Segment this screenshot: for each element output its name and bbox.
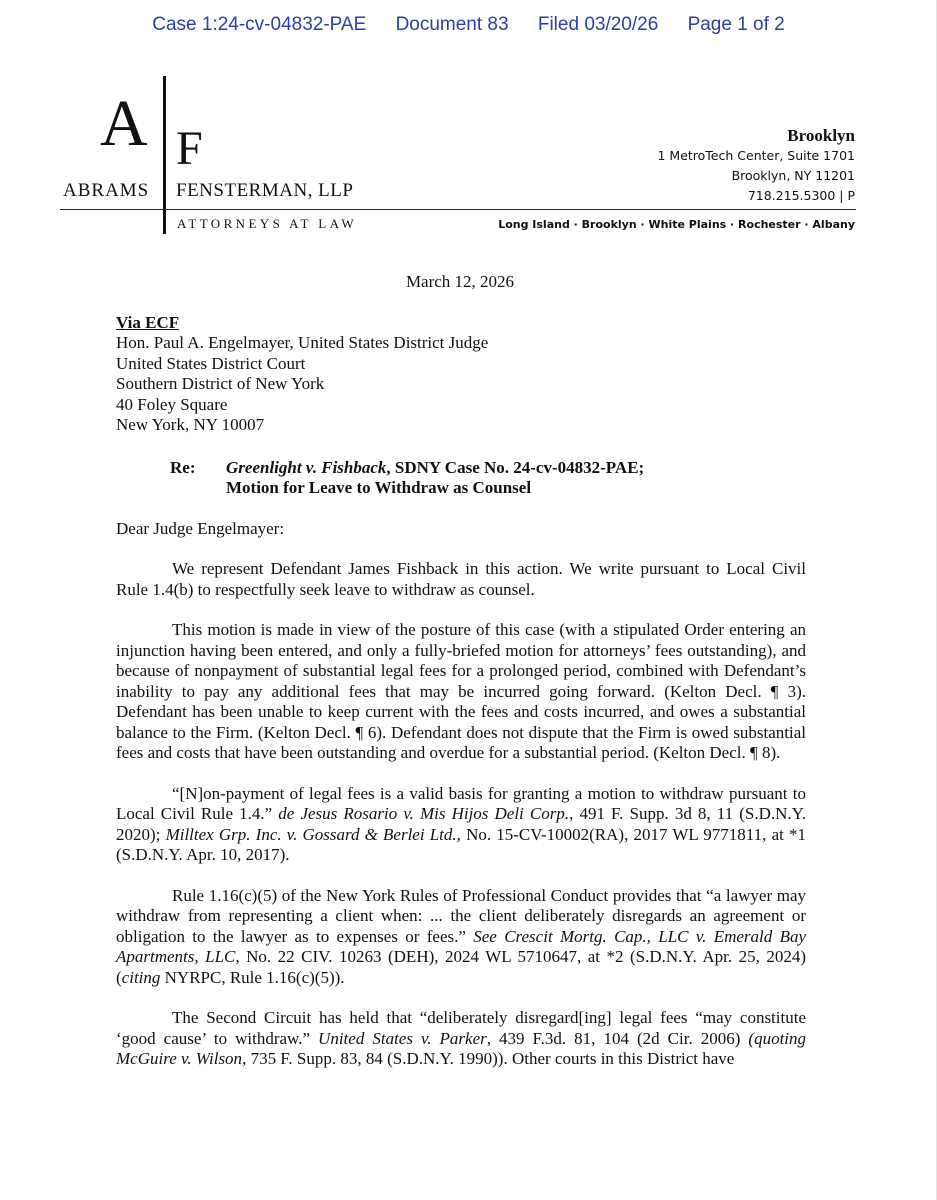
re-case-number: , SDNY Case No. 24-cv-04832-PAE; xyxy=(386,457,645,477)
letterhead-rule xyxy=(60,209,856,210)
delivery-method: Via ECF xyxy=(116,312,180,332)
citation-text: , 491 F. Supp. 3d 8, 11 (S.D.N.Y. 2020); xyxy=(116,804,807,844)
citation-case: See Crescit Mortg. Cap., LLC v. Emerald Bay Apartments, LLC xyxy=(116,926,807,966)
quote-text: The Second Circuit has held that “deliberately disregard[ing] legal fees “may constitute ‘good cause’ to withdraw.” xyxy=(116,1008,806,1048)
logo-letter-a: A xyxy=(100,87,148,160)
filed-date: Filed 03/20/26 xyxy=(537,14,659,35)
ecf-filing-header xyxy=(0,14,937,36)
addressee-line: Southern District of New York xyxy=(116,374,325,393)
citation-text: , 439 F.3d. 81, 104 (2d Cir. 2006) xyxy=(486,1028,741,1048)
addressee-line: New York, NY 10007 xyxy=(116,415,265,434)
letter-body xyxy=(116,272,806,1070)
re-case-name: Greenlight v. Fishback xyxy=(226,457,387,477)
document-number: Document 83 xyxy=(395,14,509,35)
salutation: Dear Judge Engelmayer: xyxy=(116,518,285,538)
paragraph-4 xyxy=(116,886,806,989)
addressee-block xyxy=(116,333,806,436)
page-indicator: Page 1 of 2 xyxy=(687,14,785,35)
office-locations: Long Island · Brooklyn · White Plains · Rochester · Albany xyxy=(498,218,855,231)
citation-text: NYRPC, Rule 1.16(c)(5)). xyxy=(164,967,345,987)
firm-name-left: ABRAMS xyxy=(63,180,150,201)
case-number: Case 1:24-cv-04832-PAE xyxy=(152,14,367,35)
address-line-2: Brooklyn, NY 11201 xyxy=(731,168,855,183)
citation-case: (quoting McGuire v. Wilson xyxy=(116,1028,807,1068)
citation-text: , 735 F. Supp. 83, 84 (S.D.N.Y. 1990)). Other courts in this District have xyxy=(242,1049,735,1068)
addressee-line: Hon. Paul A. Engelmayer, United States District Judge xyxy=(116,333,489,352)
address-line-1: 1 MetroTech Center, Suite 1701 xyxy=(657,148,855,163)
re-subject xyxy=(226,458,644,499)
office-phone: 718.215.5300 | P xyxy=(747,188,855,203)
re-label: Re: xyxy=(170,457,196,477)
re-motion: Motion for Leave to Withdraw as Counsel xyxy=(226,478,532,497)
citation-text: , No. 22 CIV. 10263 (DEH), 2024 WL 5710647, at *2 (S.D.N.Y. Apr. 25, 2024) ( xyxy=(116,947,806,987)
paragraph-1: We represent Defendant James Fishback in this action. We write pursuant to Local Civil Rule 1.4(b) to respectfully seek leave to withdraw as counsel. xyxy=(116,559,806,599)
firm-name-right: FENSTERMAN, LLP xyxy=(176,180,354,201)
paragraph-3 xyxy=(116,784,806,866)
addressee-line: 40 Foley Square xyxy=(116,394,228,414)
quote-text: Rule 1.16(c)(5) of the New York Rules of Professional Conduct provides that “a lawyer may withdraw from representing a client when: ... the client deliberately disregards an agreement or obligation to the lawyer as to expenses or fees.” xyxy=(116,885,806,946)
paragraph-5 xyxy=(116,1008,806,1070)
addressee-line: United States District Court xyxy=(116,353,306,373)
logo-letter-f: F xyxy=(176,122,203,175)
paragraph-2: This motion is made in view of the posture of this case (with a stipulated Order entering an injunction having been entered, and only a fully-briefed motion for attorneys’ fees outstanding), and because of nonpayment of substantial legal fees for a prolonged period, combined with Defendant’s inability to pay any additional fees that may be incurred going forward. (Kelton Decl. ¶ 3). Defendant has been unable to keep current with the fees and costs incurred, and owes a substantial balance to the Firm. (Kelton Decl. ¶ 6). Defendant does not dispute that the Firm is owed substantial fees and costs that have been outstanding and overdue for a substantial period. (Kelton Decl. ¶ 8). xyxy=(116,620,806,762)
re-line xyxy=(116,458,806,499)
office-address xyxy=(657,126,855,206)
citation-text: , No. 15-CV-10002(RA), 2017 WL 9771811, at *1 (S.D.N.Y. Apr. 10, 2017). xyxy=(116,824,807,864)
quote-text: “[N]on-payment of legal fees is a valid basis for granting a motion to withdraw pursuant to Local Civil Rule 1.4.” xyxy=(116,783,806,823)
office-city: Brooklyn xyxy=(787,126,855,145)
citation-case: Milltex Grp. Inc. v. Gossard & Berlei Ltd. xyxy=(165,824,457,844)
citation-case: de Jesus Rosario v. Mis Hijos Deli Corp. xyxy=(278,804,570,823)
firm-tagline: ATTORNEYS AT LAW xyxy=(177,216,357,231)
citation-case: United States v. Parker xyxy=(318,1028,487,1048)
letter-date: March 12, 2026 xyxy=(405,272,515,291)
logo-divider xyxy=(163,76,166,234)
citation-signal: citing xyxy=(121,967,161,987)
